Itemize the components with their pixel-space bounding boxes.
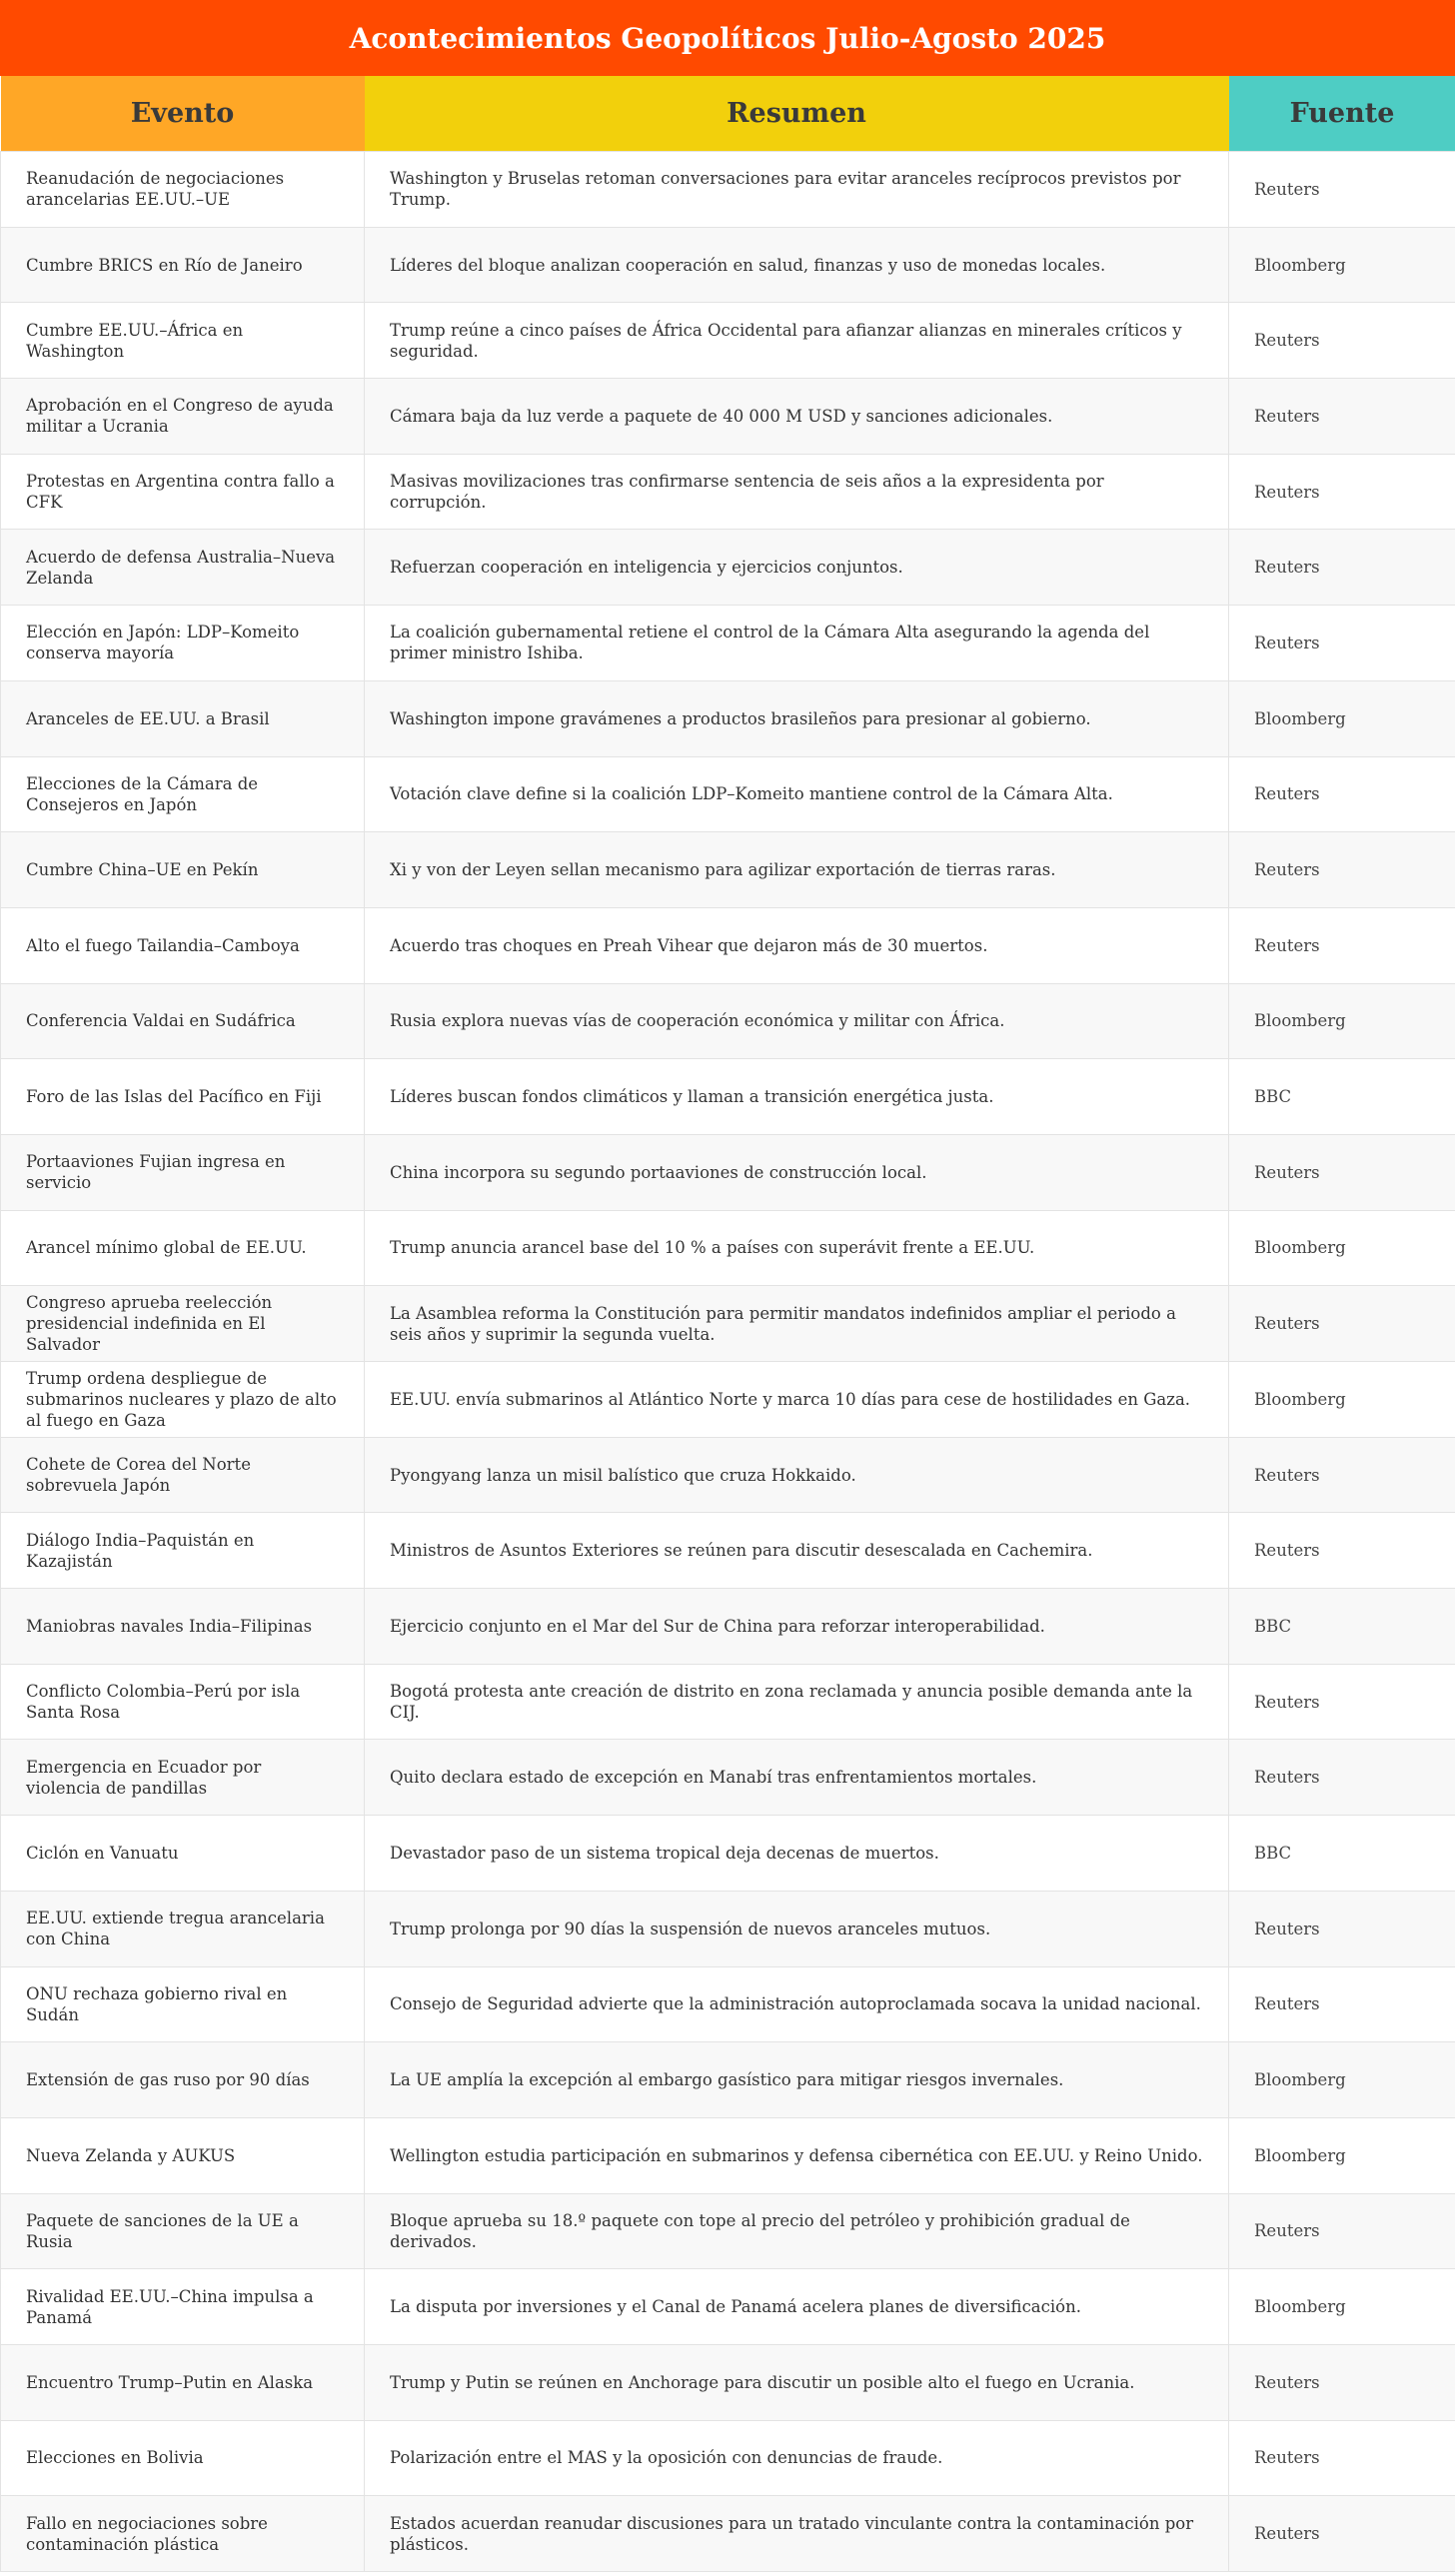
source-cell: Bloomberg (1229, 2117, 1455, 2193)
summary-cell: Líderes buscan fondos climáticos y llaman a transición energética justa. (365, 1059, 1229, 1135)
table-row (1, 2117, 1455, 2193)
event-cell: Maniobras navales India–Filipinas (1, 1589, 365, 1665)
event-cell: Conflicto Colombia–Perú por isla Santa Rosa (1, 1664, 365, 1740)
source-cell: Reuters (1229, 1740, 1455, 1816)
summary-cell: Washington y Bruselas retoman conversaciones para evitar aranceles recíprocos previstos por Trump. (365, 152, 1229, 228)
event-cell: Aprobación en el Congreso de ayuda militar a Ucrania (1, 379, 365, 455)
summary-cell: Xi y von der Leyen sellan mecanismo para agilizar exportación de tierras raras. (365, 832, 1229, 908)
event-cell: Nueva Zelanda y AUKUS (1, 2117, 365, 2193)
source-cell: Reuters (1229, 2420, 1455, 2496)
event-cell: Arancel mínimo global de EE.UU. (1, 1210, 365, 1286)
table-row (1, 2269, 1455, 2345)
table-row (1, 152, 1455, 228)
table-row (1, 2042, 1455, 2118)
source-cell: Reuters (1229, 1664, 1455, 1740)
table-row (1, 756, 1455, 832)
event-cell: Reanudación de negociaciones arancelarias EE.UU.–UE (1, 152, 365, 228)
event-cell: Cumbre China–UE en Pekín (1, 832, 365, 908)
table-row (1, 2193, 1455, 2269)
source-cell: Reuters (1229, 1134, 1455, 1210)
source-cell: BBC (1229, 1816, 1455, 1892)
table-row (1, 303, 1455, 379)
table-row (1, 832, 1455, 908)
summary-cell: Votación clave define si la coalición LDP–Komeito mantiene control de la Cámara Alta. (365, 756, 1229, 832)
column-header-fuente: Fuente (1229, 76, 1455, 152)
summary-cell: Acuerdo tras choques en Preah Vihear que dejaron más de 30 muertos. (365, 907, 1229, 983)
event-cell: Elección en Japón: LDP–Komeito conserva mayoría (1, 606, 365, 681)
table-row (1, 1891, 1455, 1966)
source-cell: Bloomberg (1229, 680, 1455, 756)
source-cell: Bloomberg (1229, 2269, 1455, 2345)
source-cell: Bloomberg (1229, 1362, 1455, 1438)
table-row (1, 1740, 1455, 1816)
event-cell: EE.UU. extiende tregua arancelaria con China (1, 1891, 365, 1966)
source-cell: Reuters (1229, 832, 1455, 908)
event-cell: Acuerdo de defensa Australia–Nueva Zelanda (1, 530, 365, 606)
event-cell: Aranceles de EE.UU. a Brasil (1, 680, 365, 756)
summary-cell: Devastador paso de un sistema tropical deja decenas de muertos. (365, 1816, 1229, 1892)
source-cell: Reuters (1229, 530, 1455, 606)
table-row (1, 1589, 1455, 1665)
event-cell: Diálogo India–Paquistán en Kazajistán (1, 1513, 365, 1589)
summary-cell: Quito declara estado de excepción en Manabí tras enfrentamientos mortales. (365, 1740, 1229, 1816)
source-cell: Bloomberg (1229, 2042, 1455, 2118)
source-cell: Reuters (1229, 1437, 1455, 1513)
table-row (1, 454, 1455, 530)
event-cell: Elecciones en Bolivia (1, 2420, 365, 2496)
source-cell: BBC (1229, 1059, 1455, 1135)
summary-cell: Estados acuerdan reanudar discusiones para un tratado vinculante contra la contaminación por plásticos. (365, 2496, 1229, 2572)
page-title: Acontecimientos Geopolíticos Julio-Agosto 2025 (0, 0, 1455, 76)
events-table (0, 76, 1455, 2572)
summary-cell: Rusia explora nuevas vías de cooperación económica y militar con África. (365, 983, 1229, 1059)
column-header-evento: Evento (1, 76, 365, 152)
table-row (1, 1362, 1455, 1438)
summary-cell: Bloque aprueba su 18.º paquete con tope al precio del petróleo y prohibición gradual de derivados. (365, 2193, 1229, 2269)
table-header-row (1, 76, 1455, 152)
source-cell: Reuters (1229, 2344, 1455, 2420)
event-cell: Foro de las Islas del Pacífico en Fiji (1, 1059, 365, 1135)
source-cell: Reuters (1229, 1891, 1455, 1966)
event-cell: Rivalidad EE.UU.–China impulsa a Panamá (1, 2269, 365, 2345)
summary-cell: Ejercicio conjunto en el Mar del Sur de China para reforzar interoperabilidad. (365, 1589, 1229, 1665)
column-header-resumen: Resumen (365, 76, 1229, 152)
summary-cell: Refuerzan cooperación en inteligencia y ejercicios conjuntos. (365, 530, 1229, 606)
table-row (1, 2344, 1455, 2420)
source-cell: Reuters (1229, 606, 1455, 681)
summary-cell: Wellington estudia participación en submarinos y defensa cibernética con EE.UU. y Reino Unido. (365, 2117, 1229, 2193)
source-cell: Reuters (1229, 454, 1455, 530)
event-cell: Alto el fuego Tailandia–Camboya (1, 907, 365, 983)
source-cell: Bloomberg (1229, 227, 1455, 303)
summary-cell: La disputa por inversiones y el Canal de Panamá acelera planes de diversificación. (365, 2269, 1229, 2345)
table-row (1, 2496, 1455, 2572)
event-cell: Paquete de sanciones de la UE a Rusia (1, 2193, 365, 2269)
event-cell: Encuentro Trump–Putin en Alaska (1, 2344, 365, 2420)
summary-cell: Washington impone gravámenes a productos brasileños para presionar al gobierno. (365, 680, 1229, 756)
summary-cell: Polarización entre el MAS y la oposición con denuncias de fraude. (365, 2420, 1229, 2496)
summary-cell: Pyongyang lanza un misil balístico que cruza Hokkaido. (365, 1437, 1229, 1513)
event-cell: Fallo en negociaciones sobre contaminación plástica (1, 2496, 365, 2572)
source-cell: Reuters (1229, 379, 1455, 455)
source-cell: Reuters (1229, 1286, 1455, 1362)
summary-cell: Cámara baja da luz verde a paquete de 40 000 M USD y sanciones adicionales. (365, 379, 1229, 455)
table-body (1, 152, 1455, 2572)
table-row (1, 1286, 1455, 1362)
table-row (1, 983, 1455, 1059)
event-cell: Conferencia Valdai en Sudáfrica (1, 983, 365, 1059)
table-row (1, 1664, 1455, 1740)
summary-cell: Consejo de Seguridad advierte que la administración autoproclamada socava la unidad nacional. (365, 1966, 1229, 2042)
summary-cell: Trump y Putin se reúnen en Anchorage para discutir un posible alto el fuego en Ucrania. (365, 2344, 1229, 2420)
table-row (1, 680, 1455, 756)
summary-cell: La coalición gubernamental retiene el control de la Cámara Alta asegurando la agenda del primer ministro Ishiba. (365, 606, 1229, 681)
table-row (1, 907, 1455, 983)
source-cell: Bloomberg (1229, 983, 1455, 1059)
table-row (1, 1210, 1455, 1286)
summary-cell: Trump anuncia arancel base del 10 % a países con superávit frente a EE.UU. (365, 1210, 1229, 1286)
summary-cell: Masivas movilizaciones tras confirmarse sentencia de seis años a la expresidenta por corrupción. (365, 454, 1229, 530)
source-cell: Reuters (1229, 2496, 1455, 2572)
summary-cell: Líderes del bloque analizan cooperación en salud, finanzas y uso de monedas locales. (365, 227, 1229, 303)
table-row (1, 1513, 1455, 1589)
source-cell: Reuters (1229, 1966, 1455, 2042)
summary-cell: China incorpora su segundo portaaviones de construcción local. (365, 1134, 1229, 1210)
event-cell: Portaaviones Fujian ingresa en servicio (1, 1134, 365, 1210)
event-cell: ONU rechaza gobierno rival en Sudán (1, 1966, 365, 2042)
source-cell: Reuters (1229, 907, 1455, 983)
table-row (1, 2420, 1455, 2496)
summary-cell: La Asamblea reforma la Constitución para permitir mandatos indefinidos ampliar el periodo a seis años y suprimir la segunda vuelta. (365, 1286, 1229, 1362)
event-cell: Protestas en Argentina contra fallo a CFK (1, 454, 365, 530)
source-cell: Reuters (1229, 1513, 1455, 1589)
table-row (1, 1816, 1455, 1892)
table-row (1, 1966, 1455, 2042)
event-cell: Cohete de Corea del Norte sobrevuela Japón (1, 1437, 365, 1513)
summary-cell: Trump reúne a cinco países de África Occidental para afianzar alianzas en minerales críticos y seguridad. (365, 303, 1229, 379)
table-row (1, 227, 1455, 303)
source-cell: Bloomberg (1229, 1210, 1455, 1286)
event-cell: Cumbre BRICS en Río de Janeiro (1, 227, 365, 303)
table-row (1, 1134, 1455, 1210)
source-cell: BBC (1229, 1589, 1455, 1665)
event-cell: Emergencia en Ecuador por violencia de pandillas (1, 1740, 365, 1816)
event-cell: Congreso aprueba reelección presidencial indefinida en El Salvador (1, 1286, 365, 1362)
table-row (1, 1059, 1455, 1135)
table-row (1, 1437, 1455, 1513)
source-cell: Reuters (1229, 2193, 1455, 2269)
event-cell: Elecciones de la Cámara de Consejeros en Japón (1, 756, 365, 832)
table-row (1, 379, 1455, 455)
source-cell: Reuters (1229, 756, 1455, 832)
summary-cell: EE.UU. envía submarinos al Atlántico Norte y marca 10 días para cese de hostilidades en Gaza. (365, 1362, 1229, 1438)
summary-cell: La UE amplía la excepción al embargo gasístico para mitigar riesgos invernales. (365, 2042, 1229, 2118)
event-cell: Trump ordena despliegue de submarinos nucleares y plazo de alto al fuego en Gaza (1, 1362, 365, 1438)
source-cell: Reuters (1229, 152, 1455, 228)
table-row (1, 530, 1455, 606)
event-cell: Extensión de gas ruso por 90 días (1, 2042, 365, 2118)
source-cell: Reuters (1229, 303, 1455, 379)
summary-cell: Ministros de Asuntos Exteriores se reúnen para discutir desescalada en Cachemira. (365, 1513, 1229, 1589)
event-cell: Cumbre EE.UU.–África en Washington (1, 303, 365, 379)
summary-cell: Trump prolonga por 90 días la suspensión de nuevos aranceles mutuos. (365, 1891, 1229, 1966)
summary-cell: Bogotá protesta ante creación de distrito en zona reclamada y anuncia posible demanda ante la CIJ. (365, 1664, 1229, 1740)
table-row (1, 606, 1455, 681)
event-cell: Ciclón en Vanuatu (1, 1816, 365, 1892)
